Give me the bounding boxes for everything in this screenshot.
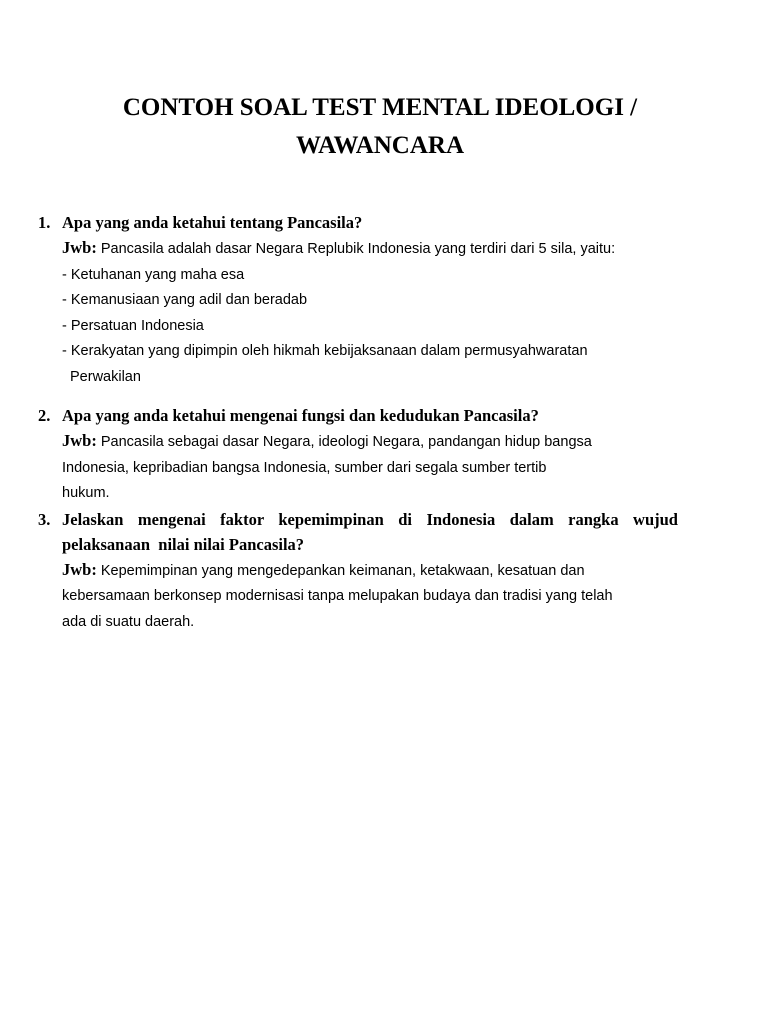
document-title bbox=[60, 89, 700, 165]
question-item-1 bbox=[38, 210, 678, 390]
question-text-line-2: pelaksanaan nilai nilai Pancasila? bbox=[62, 534, 305, 554]
answer-line: kebersamaan berkonsep modernisasi tanpa melupakan budaya dan tradisi yang telah bbox=[62, 588, 613, 604]
answer-line: hukum. bbox=[62, 485, 110, 501]
answer-line: - Persatuan Indonesia bbox=[62, 317, 204, 334]
question-item-2 bbox=[38, 403, 678, 507]
answer-line bbox=[62, 235, 678, 263]
answer-line bbox=[62, 428, 678, 456]
answer-line: Perwakilan bbox=[70, 368, 141, 385]
answer-text: Pancasila sebagai dasar Negara, ideologi Negara, pandangan hidup bangsa bbox=[96, 434, 592, 450]
title-line-2: WAWANCARA bbox=[295, 132, 465, 159]
title-line-1: CONTOH SOAL TEST MENTAL IDEOLOGI / bbox=[122, 94, 638, 121]
answer-line: ada di suatu daerah. bbox=[62, 613, 195, 630]
question-text-line-1: Jelaskan mengenai faktor kepemimpinan di Indonesia dalam rangka wujud bbox=[62, 509, 678, 529]
answer-line: Indonesia, kepribadian bangsa Indonesia, sumber dari segala sumber tertib bbox=[62, 459, 547, 476]
answer-label: Jwb: bbox=[62, 431, 97, 450]
question-number: 1. bbox=[38, 213, 51, 232]
question-list bbox=[38, 210, 678, 635]
question-item-3 bbox=[38, 507, 678, 636]
question-text: Apa yang anda ketahui tentang Pancasila? bbox=[62, 213, 363, 232]
answer-line: - Kerakyatan yang dipimpin oleh hikmah kebijaksanaan dalam permusyahwaratan bbox=[62, 343, 588, 359]
question-number: 3. bbox=[38, 509, 51, 529]
question-text: Apa yang anda ketahui mengenai fungsi dan kedudukan Pancasila? bbox=[62, 406, 539, 425]
answer-label: Jwb: bbox=[62, 238, 97, 257]
answer-text: Pancasila adalah dasar Negara Replubik Indonesia yang terdiri dari 5 sila, yaitu: bbox=[96, 241, 616, 257]
answer-line: - Ketuhanan yang maha esa bbox=[62, 266, 245, 283]
question-number: 2. bbox=[38, 406, 51, 425]
answer-line: - Kemanusiaan yang adil dan beradab bbox=[62, 292, 308, 308]
answer-label: Jwb: bbox=[62, 559, 97, 579]
answer-line bbox=[62, 557, 678, 585]
answer-text: Kepemimpinan yang mengedepankan keimanan, ketakwaan, kesatuan dan bbox=[96, 562, 585, 579]
